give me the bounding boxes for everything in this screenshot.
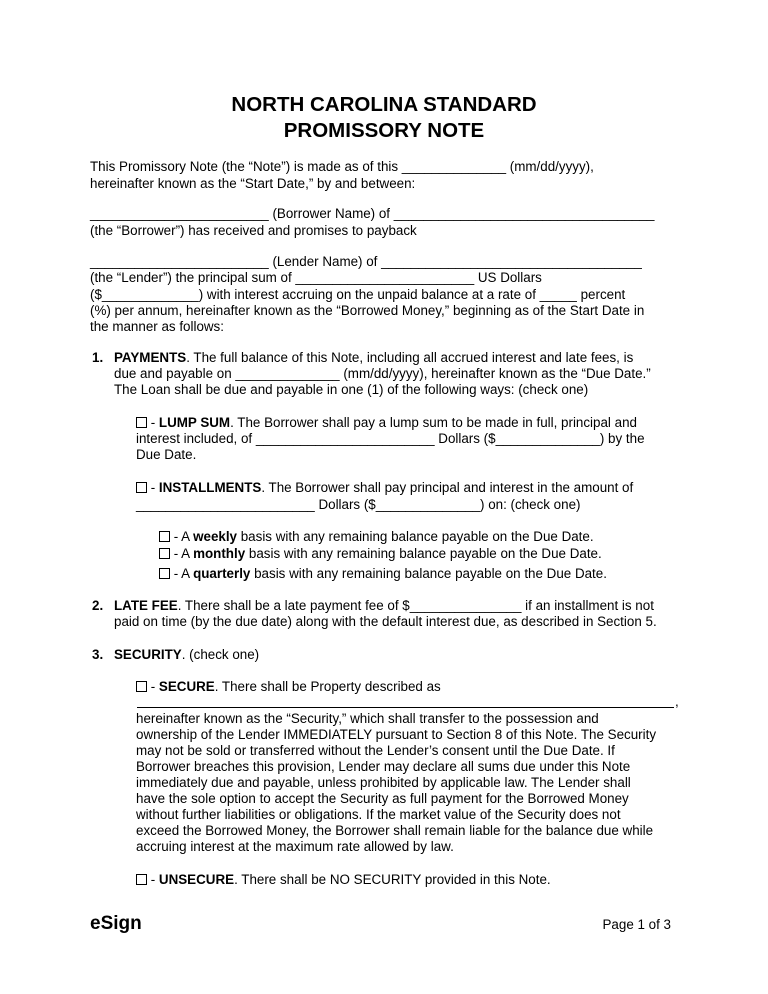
security-line-1 [114, 647, 259, 664]
intro-line-1: This Promissory Note (the “Note”) is made as of this ______________ (mm/dd/yyyy), [90, 159, 594, 174]
option-rest: basis with any remaining balance payable on the Due Date. [250, 566, 607, 581]
checkbox-separator: - [147, 679, 159, 694]
secure-body-line: Borrower breaches this provision, Lender may declare all sums due under this Note [136, 759, 631, 774]
borrowed-money-line: (%) per annum, hereinafter known as the “Borrowed Money,” beginning as of the Start Date in [90, 303, 645, 318]
document-title-line1: NORTH CAROLINA STANDARD [231, 93, 537, 116]
checkbox-separator: - [147, 872, 159, 887]
section-1-number: 1. [92, 350, 104, 365]
checkbox-separator: - [147, 415, 159, 430]
secure-option [136, 679, 441, 696]
option-prefix: - A [170, 529, 194, 544]
secure-body-line: may not be sold or transferred without the Lender’s consent until the Due Date. If [136, 743, 615, 758]
principal-sum-line[interactable]: (the “Lender”) the principal sum of ________________________ US Dollars [90, 270, 542, 285]
unsecure-text: . There shall be NO SECURITY provided in this Note. [234, 872, 551, 887]
quarterly-checkbox[interactable] [159, 568, 170, 579]
lump-sum-amount-field[interactable]: interest included, of ________________________ Dollars ($______________) by the [136, 431, 645, 446]
secure-body-line: without further liabilities or obligations. If the market value of the Security does not [136, 807, 621, 822]
checkbox-separator: - [147, 480, 159, 495]
manner-line: the manner as follows: [90, 319, 224, 334]
late-fee-line-1 [114, 598, 654, 615]
late-fee-field[interactable]: . There shall be a late payment fee of $_______________ if an installment is not [177, 598, 654, 613]
late-fee-heading: LATE FEE [114, 598, 178, 613]
payments-text-1: . The full balance of this Note, including all accrued interest and late fees, is [186, 350, 634, 365]
borrower-name-field[interactable]: ________________________ (Borrower Name) of ___________________________________ [90, 206, 655, 221]
option-prefix: - A [170, 546, 194, 561]
property-comma: , [675, 694, 679, 709]
esign-logo: eSign [90, 913, 142, 934]
payments-line-1 [114, 350, 633, 367]
secure-body-line: hereinafter known as the “Security,” which shall transfer to the possession and [136, 711, 599, 726]
borrower-description: (the “Borrower”) has received and promises to payback [90, 223, 417, 238]
installments-heading: INSTALLMENTS [158, 480, 262, 495]
secure-body-line: accruing interest at the maximum rate allowed by law. [136, 839, 454, 854]
lender-name-field[interactable]: ________________________ (Lender Name) of ___________________________________ [90, 254, 642, 269]
unsecure-option [136, 872, 551, 889]
installments-text-1: . The Borrower shall pay principal and interest in the amount of [261, 480, 634, 495]
weekly-label: weekly [193, 529, 238, 544]
due-date-field[interactable]: due and payable on ______________ (mm/dd/yyyy), hereinafter known as the “Due Date.” [114, 366, 651, 381]
installment-amount-field[interactable]: ________________________ Dollars ($______________) on: (check one) [136, 497, 581, 512]
lump-sum-option [136, 415, 637, 432]
secure-checkbox[interactable] [136, 681, 147, 692]
late-fee-line-2: paid on time (by the due date) along with the default interest due, as described in Section 5. [114, 614, 657, 629]
secure-body-line: ownership of the Lender IMMEDIATELY pursuant to Section 8 of this Note. The Security [136, 727, 657, 742]
intro-line-2: hereinafter known as the “Start Date,” by and between: [90, 176, 416, 191]
weekly-option [159, 529, 594, 546]
secure-body-line: have the sole option to accept the Security as full payment for the Borrowed Money [136, 791, 629, 806]
section-3-number: 3. [92, 647, 104, 662]
interest-rate-line[interactable]: ($_____________) with interest accruing on the unpaid balance at a rate of _____ percent [90, 287, 626, 302]
secure-body-line: immediately due and payable, unless prohibited by applicable law. The Lender shall [136, 775, 631, 790]
secure-body-line: exceed the Borrowed Money, the Borrower shall remain liable for the balance due while [136, 823, 654, 838]
section-2-number: 2. [92, 598, 104, 613]
lump-sum-heading: LUMP SUM [158, 415, 231, 430]
quarterly-option [159, 566, 607, 583]
lump-sum-line-3: Due Date. [136, 447, 197, 462]
lump-sum-text-1: . The Borrower shall pay a lump sum to be made in full, principal and [230, 415, 637, 430]
installments-option [136, 480, 633, 497]
payments-heading: PAYMENTS [114, 350, 187, 365]
security-intro: . (check one) [181, 647, 260, 662]
lump-sum-checkbox[interactable] [136, 417, 147, 428]
document-title-line2: PROMISSORY NOTE [283, 119, 485, 142]
option-rest: basis with any remaining balance payable on the Due Date. [237, 529, 594, 544]
installments-checkbox[interactable] [136, 482, 147, 493]
secure-heading: SECURE [158, 679, 215, 694]
quarterly-label: quarterly [193, 566, 251, 581]
monthly-label: monthly [193, 546, 246, 561]
page-number: Page 1 of 3 [602, 917, 671, 932]
payments-line-3: The Loan shall be due and payable in one (1) of the following ways: (check one) [114, 382, 589, 397]
security-heading: SECURITY [114, 647, 182, 662]
option-prefix: - A [170, 566, 194, 581]
secure-text-1: . There shall be Property described as [214, 679, 441, 694]
weekly-checkbox[interactable] [159, 531, 170, 542]
option-rest: basis with any remaining balance payable on the Due Date. [245, 546, 602, 561]
monthly-checkbox[interactable] [159, 548, 170, 559]
property-description-field[interactable] [137, 707, 674, 708]
unsecure-checkbox[interactable] [136, 874, 147, 885]
monthly-option [159, 546, 602, 563]
unsecure-heading: UNSECURE [158, 872, 235, 887]
